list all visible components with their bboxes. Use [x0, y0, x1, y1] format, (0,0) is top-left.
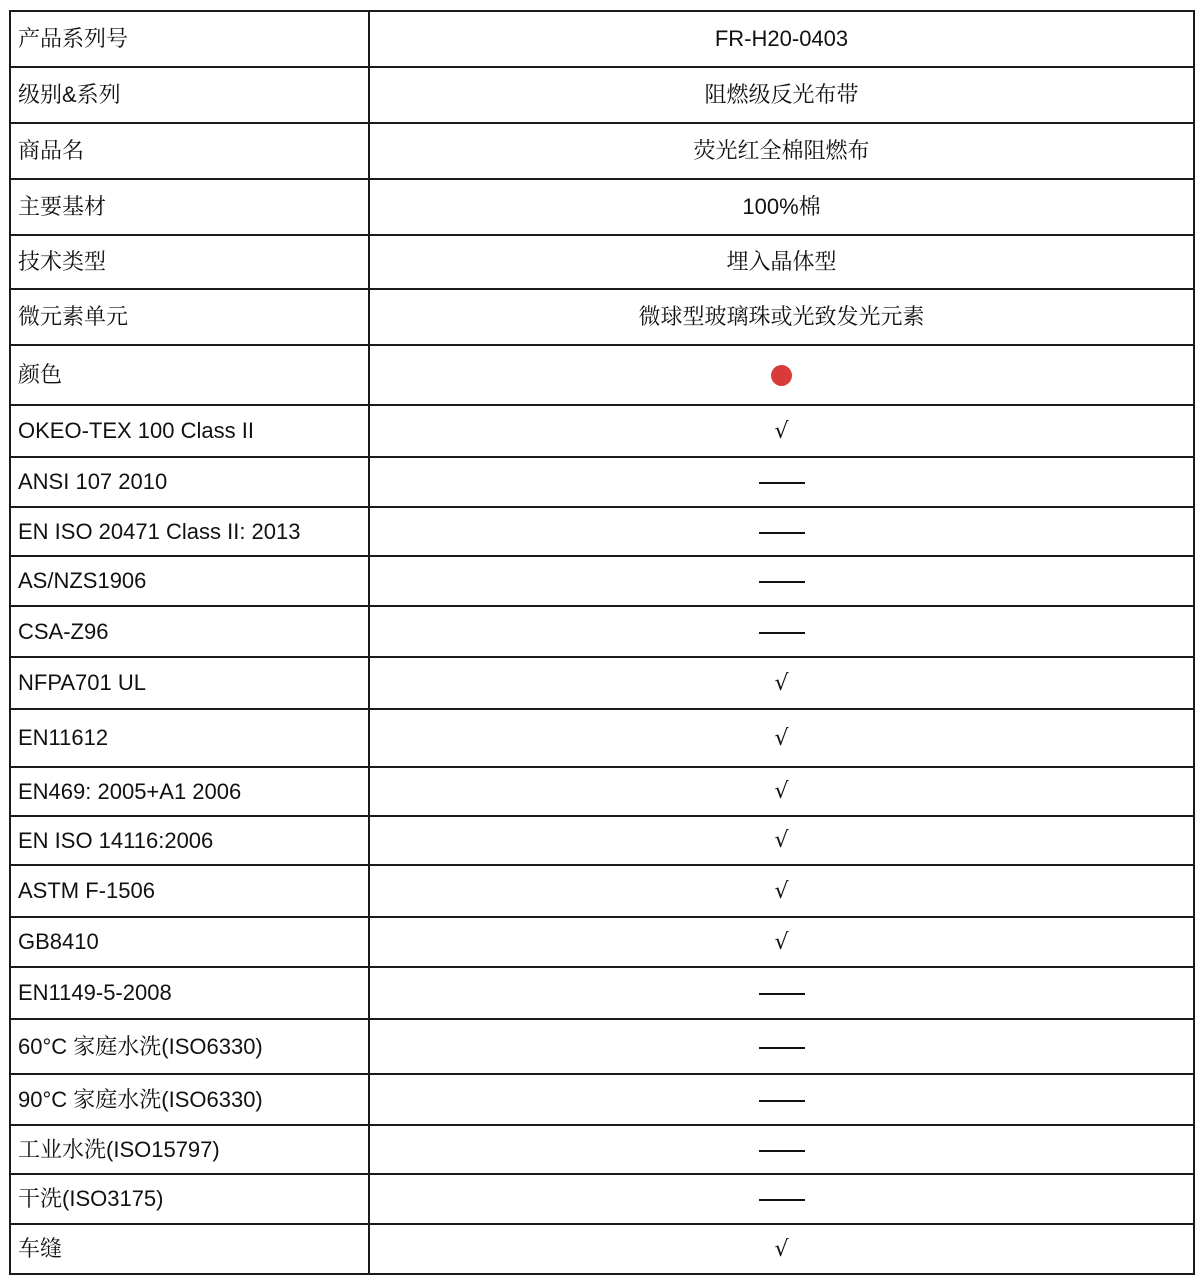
check-mark: √ [774, 929, 789, 955]
row-label: EN ISO 14116:2006 [10, 816, 369, 865]
table-row [10, 917, 1194, 967]
row-label: 级别&系列 [10, 67, 369, 123]
row-label: EN ISO 20471 Class II: 2013 [10, 507, 369, 556]
row-label: 90°C 家庭水洗(ISO6330) [10, 1074, 369, 1125]
table-row [10, 345, 1194, 405]
not-applicable-dash [759, 1047, 805, 1049]
row-label: 工业水洗(ISO15797) [10, 1125, 369, 1174]
row-value [369, 917, 1194, 967]
row-label: ASTM F-1506 [10, 865, 369, 917]
row-label: EN1149-5-2008 [10, 967, 369, 1019]
check-mark: √ [774, 1236, 789, 1262]
row-label: EN11612 [10, 709, 369, 767]
table-row [10, 1174, 1194, 1224]
row-value: 埋入晶体型 [369, 235, 1194, 289]
row-value: 阻燃级反光布带 [369, 67, 1194, 123]
row-value [369, 556, 1194, 606]
row-value [369, 405, 1194, 457]
table-row [10, 1224, 1194, 1274]
not-applicable-dash [759, 482, 805, 484]
row-label: NFPA701 UL [10, 657, 369, 709]
table-row [10, 816, 1194, 865]
not-applicable-dash [759, 581, 805, 583]
row-label: 车缝 [10, 1224, 369, 1274]
table-row [10, 289, 1194, 345]
row-label: 颜色 [10, 345, 369, 405]
row-value [369, 507, 1194, 556]
row-value [369, 1125, 1194, 1174]
table-row [10, 11, 1194, 67]
table-row [10, 457, 1194, 507]
check-mark: √ [774, 725, 789, 751]
table-row [10, 507, 1194, 556]
color-swatch [771, 365, 792, 386]
row-label: CSA-Z96 [10, 606, 369, 657]
table-row [10, 556, 1194, 606]
row-value [369, 1019, 1194, 1074]
row-value: 100%棉 [369, 179, 1194, 235]
table-row [10, 657, 1194, 709]
row-label: 技术类型 [10, 235, 369, 289]
row-value [369, 457, 1194, 507]
row-value: FR-H20-0403 [369, 11, 1194, 67]
row-value [369, 1074, 1194, 1125]
row-value: 荧光红全棉阻燃布 [369, 123, 1194, 179]
row-label: EN469: 2005+A1 2006 [10, 767, 369, 816]
row-label: 干洗(ISO3175) [10, 1174, 369, 1224]
table-row [10, 1125, 1194, 1174]
row-value [369, 1224, 1194, 1274]
row-value [369, 1174, 1194, 1224]
not-applicable-dash [759, 1199, 805, 1201]
check-mark: √ [774, 878, 789, 904]
row-label: 商品名 [10, 123, 369, 179]
not-applicable-dash [759, 532, 805, 534]
row-label: ANSI 107 2010 [10, 457, 369, 507]
not-applicable-dash [759, 993, 805, 995]
table-row [10, 235, 1194, 289]
row-value [369, 865, 1194, 917]
row-label: 微元素单元 [10, 289, 369, 345]
check-mark: √ [774, 779, 789, 804]
not-applicable-dash [759, 1150, 805, 1152]
row-label: GB8410 [10, 917, 369, 967]
table-row [10, 123, 1194, 179]
table-row [10, 67, 1194, 123]
spec-table-body [10, 11, 1194, 1274]
not-applicable-dash [759, 1100, 805, 1102]
check-mark: √ [774, 828, 789, 853]
row-value [369, 709, 1194, 767]
table-row [10, 967, 1194, 1019]
row-value: 微球型玻璃珠或光致发光元素 [369, 289, 1194, 345]
row-label: OKEO-TEX 100 Class II [10, 405, 369, 457]
table-row [10, 1019, 1194, 1074]
row-label: AS/NZS1906 [10, 556, 369, 606]
table-row [10, 405, 1194, 457]
table-row [10, 865, 1194, 917]
not-applicable-dash [759, 632, 805, 634]
row-value [369, 345, 1194, 405]
row-value [369, 967, 1194, 1019]
check-mark: √ [774, 670, 789, 696]
spec-table [9, 10, 1195, 1275]
row-value [369, 606, 1194, 657]
row-value [369, 657, 1194, 709]
row-label: 产品系列号 [10, 11, 369, 67]
row-value [369, 767, 1194, 816]
table-row [10, 767, 1194, 816]
table-row [10, 1074, 1194, 1125]
spec-sheet [9, 10, 1195, 1275]
row-label: 60°C 家庭水洗(ISO6330) [10, 1019, 369, 1074]
table-row [10, 709, 1194, 767]
row-label: 主要基材 [10, 179, 369, 235]
table-row [10, 179, 1194, 235]
check-mark: √ [774, 418, 789, 444]
row-value [369, 816, 1194, 865]
table-row [10, 606, 1194, 657]
